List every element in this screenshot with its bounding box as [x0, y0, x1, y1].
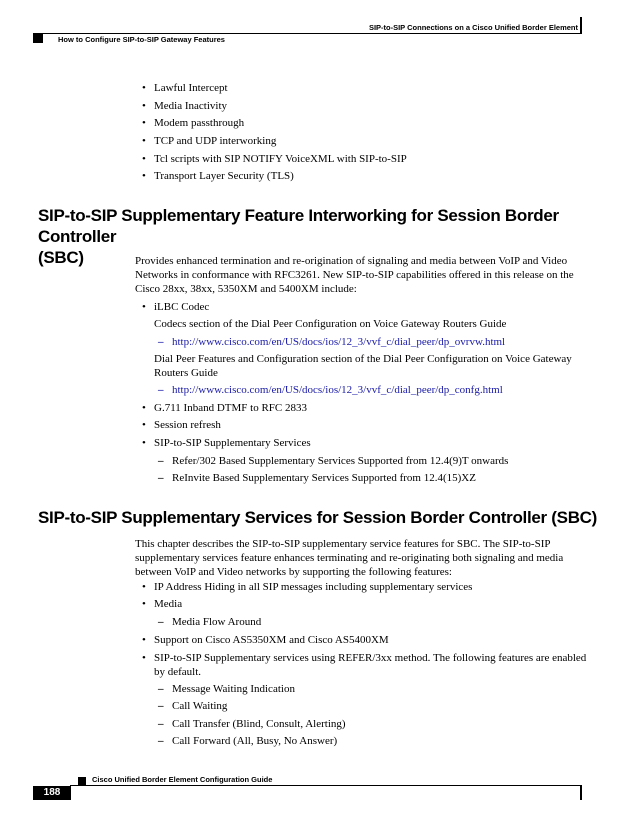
list-item-g711: • G.711 Inband DTMF to RFC 2833	[142, 401, 589, 415]
list-item-supp-services: • SIP-to-SIP Supplementary Services	[142, 436, 589, 450]
list-item-as5350xm: • Support on Cisco AS5350XM and Cisco AS5400XM	[142, 633, 589, 647]
footer-square-marker	[78, 777, 86, 785]
header-bar	[580, 17, 582, 33]
list-item: • Lawful Intercept	[142, 80, 407, 98]
supp-services-sub-1: – Refer/302 Based Supplementary Services Supported from 12.4(9)T onwards	[158, 454, 587, 468]
list-item: • Modem passthrough	[142, 115, 407, 133]
list-item-media: • Media	[142, 597, 589, 611]
supp-services-sub-2: – ReInvite Based Supplementary Services Supported from 12.4(15)XZ	[158, 471, 587, 485]
section1-intro: Provides enhanced termination and re-origination of signaling and media between VoIP and Video Networks in conformance with RFC3261. New SIP-to-SIP capabilities offered in this release on the Cisco 28xx, 38xx, 5350XM and 5400XM include:	[135, 255, 574, 295]
ilbc-reference-2: Dial Peer Features and Configuration section of the Dial Peer Configuration on Voice Gateway Routers Guide	[154, 353, 572, 379]
section1-heading-line2: (SBC)	[38, 248, 84, 267]
list-item-ip-hiding: • IP Address Hiding in all SIP messages including supplementary services	[142, 580, 589, 594]
list-item-ilbc: • iLBC Codec	[142, 300, 589, 314]
ilbc-reference-1: Codecs section of the Dial Peer Configuration on Voice Gateway Routers Guide	[154, 318, 507, 330]
section1-heading-line1: SIP-to-SIP Supplementary Feature Interworking for Session Border Controller	[38, 206, 559, 246]
refer-sub-3: – Call Transfer (Blind, Consult, Alerting)	[158, 717, 587, 731]
list-item: • Transport Layer Security (TLS)	[142, 168, 407, 186]
ilbc-link-2[interactable]: – http://www.cisco.com/en/US/docs/ios/12_3/vvf_c/dial_peer/dp_confg.html	[158, 383, 587, 397]
list-item: • Tcl scripts with SIP NOTIFY VoiceXML with SIP-to-SIP	[142, 151, 407, 169]
section2-intro: This chapter describes the SIP-to-SIP supplementary service features for SBC. The SIP-to-SIP supplementary services feature enhances terminating and re-originating both signaling and media between VoIP and Video networks by supporting the following features:	[135, 538, 564, 578]
refer-sub-4: – Call Forward (All, Busy, No Answer)	[158, 734, 587, 748]
header-rule	[33, 33, 582, 34]
list-item-refer-3xx: • SIP-to-SIP Supplementary services using REFER/3xx method. The following features are enabled by default.	[142, 651, 589, 679]
ilbc-link-1[interactable]: – http://www.cisco.com/en/US/docs/ios/12_3/vvf_c/dial_peer/dp_ovrvw.html	[158, 335, 587, 349]
section2-heading: SIP-to-SIP Supplementary Services for Session Border Controller (SBC)	[38, 508, 598, 527]
running-header-section: How to Configure SIP-to-SIP Gateway Features	[58, 35, 225, 44]
top-feature-list	[142, 80, 407, 186]
refer-sub-1: – Message Waiting Indication	[158, 682, 587, 696]
footer-bar	[580, 786, 582, 800]
refer-sub-2: – Call Waiting	[158, 699, 587, 713]
footer-guide-title: Cisco Unified Border Element Configuration Guide	[92, 775, 273, 784]
media-sub-1: – Media Flow Around	[158, 615, 587, 629]
page-number: 188	[33, 786, 71, 800]
footer-rule	[70, 785, 582, 786]
list-item: • TCP and UDP interworking	[142, 133, 407, 151]
list-item: • Media Inactivity	[142, 98, 407, 116]
header-square-marker	[33, 33, 43, 43]
list-item-session-refresh: • Session refresh	[142, 418, 589, 432]
running-header-chapter: SIP-to-SIP Connections on a Cisco Unified Border Element	[368, 23, 578, 32]
